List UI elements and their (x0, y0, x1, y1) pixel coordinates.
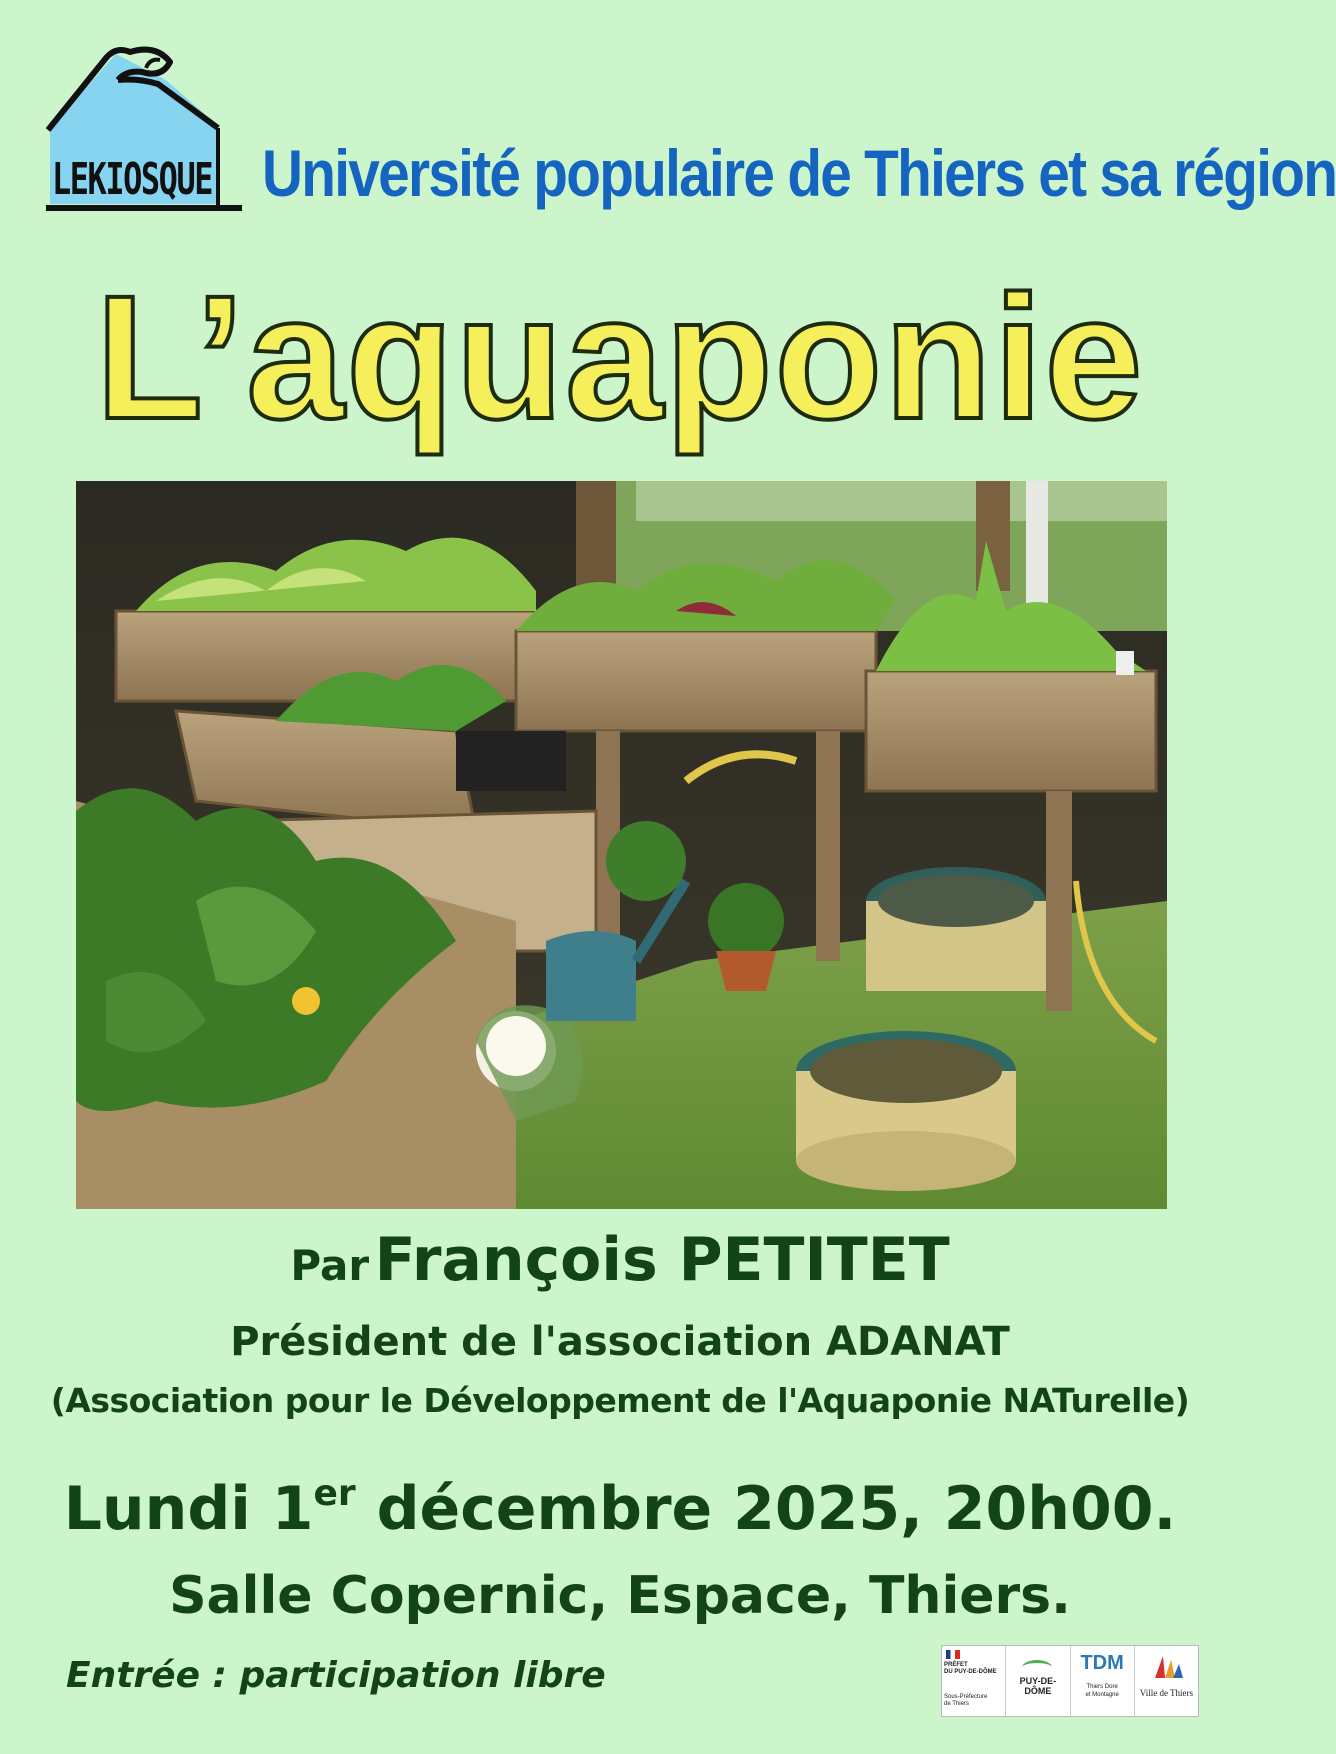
french-flag-icon (946, 1650, 960, 1659)
association-full-name: (Association pour le Développement de l'Aquaponie NATurelle) (50, 1381, 1190, 1420)
photo-illustration (76, 481, 1167, 1209)
date-ordinal: er (313, 1473, 356, 1514)
city-name: Ville de Thiers (1139, 1688, 1194, 1698)
community-line2: et Montagne (1085, 1692, 1119, 1698)
mountain-icon (1022, 1660, 1052, 1675)
entry-info: Entrée : participation libre (66, 1655, 606, 1696)
prefecture-line4: de Thiers (944, 1701, 969, 1707)
prefecture-line2: DU PUY-DE-DÔME (944, 1669, 997, 1675)
city-sails-icon (1147, 1652, 1187, 1682)
lekiosque-logo (46, 44, 242, 236)
department-logo (1006, 1646, 1070, 1716)
department-name: PUY-DE-DÔME (1019, 1676, 1057, 1696)
speaker-prefix: Par (290, 1241, 370, 1290)
community-line1: Thiers Dore (1086, 1684, 1118, 1690)
event-venue: Salle Copernic, Espace, Thiers. (169, 1566, 1071, 1626)
community-logo-mark: TDM (1080, 1652, 1124, 1674)
city-logo (1135, 1646, 1198, 1716)
prefecture-line3: Sous-Préfecture (944, 1694, 988, 1700)
aquaponics-garden-photo (76, 481, 1167, 1209)
event-date (0, 1473, 1240, 1544)
speaker-role: Président de l'association ADANAT (230, 1319, 1010, 1365)
logo-text: LEKIOSQUE (52, 154, 212, 205)
partner-logos (941, 1645, 1199, 1717)
prefecture-logo (942, 1646, 1006, 1716)
date-suffix: décembre 2025, 20h00. (355, 1474, 1177, 1544)
speaker-line (0, 1225, 1240, 1295)
prefecture-line1: PRÉFET (944, 1662, 968, 1668)
speaker-name: François PETITET (374, 1225, 950, 1295)
organization-title: Université populaire de Thiers et sa région (262, 136, 1336, 210)
community-logo (1071, 1646, 1135, 1716)
event-title: L’aquaponie (95, 260, 1145, 456)
kiosk-house-icon (46, 44, 242, 236)
date-prefix: Lundi 1 (63, 1474, 314, 1544)
